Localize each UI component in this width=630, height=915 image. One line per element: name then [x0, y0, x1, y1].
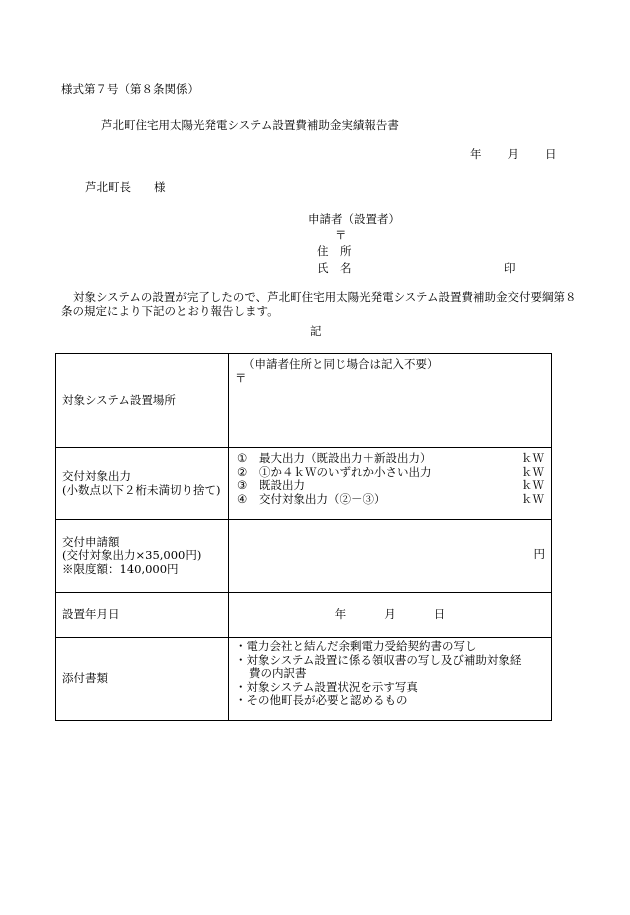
amount-label — [56, 520, 229, 593]
output-label-line1: 交付対象出力 — [62, 469, 131, 483]
ki-mark: 記 — [310, 324, 322, 338]
install-date-field[interactable] — [229, 593, 552, 638]
output-item-text: 既設出力 — [259, 478, 305, 492]
output-item-num: ① — [237, 451, 248, 465]
seal-mark: 印 — [504, 261, 516, 275]
body-paragraph: 対象システムの設置が完了したので、芦北町住宅用太陽光発電システム設置費補助金交付要綱第８条の規定により下記のとおり報告します。 — [61, 290, 577, 318]
amount-label-line3: ※限度額：140,000円 — [62, 561, 179, 576]
output-label — [56, 448, 229, 520]
output-item — [229, 452, 551, 466]
output-item — [229, 479, 551, 493]
row-output — [56, 448, 552, 520]
attachment-item: ・その他町長が必要と認めるもの — [235, 693, 408, 707]
date-day: 日 — [545, 147, 557, 161]
output-item-num: ② — [237, 464, 248, 479]
output-item-unit: ｋＷ — [521, 491, 544, 506]
form-number: 様式第７号（第８条関係） — [61, 82, 199, 96]
amount-unit: 円 — [533, 547, 545, 561]
attachment-item: ・対象システム設置に係る領収書の写し及び補助対象経 — [235, 652, 522, 667]
attachment-item: ・電力会社と結んだ余剰電力受給契約書の写し — [235, 639, 477, 653]
output-item-unit: ｋＷ — [521, 478, 544, 492]
output-item-unit: ｋＷ — [521, 464, 544, 479]
row-install-date — [56, 593, 552, 638]
row-location — [56, 354, 552, 448]
amount-label-line2: (交付対象出力×35,000円) — [62, 548, 202, 563]
body-text — [61, 290, 581, 318]
output-item-text: 最大出力（既設出力＋新設出力） — [259, 451, 432, 465]
applicant-label: 申請者（設置者） — [308, 212, 400, 226]
output-item-unit: ｋＷ — [521, 451, 544, 465]
install-date-label: 設置年月日 — [56, 593, 229, 638]
location-label: 対象システム設置場所 — [56, 354, 229, 448]
install-year: 年 — [334, 607, 347, 622]
location-note: （申請者住所と同じ場合は記入不要） — [243, 357, 439, 371]
output-item-text: ①か４ｋＷのいずれか小さい出力 — [259, 464, 432, 479]
document-title: 芦北町住宅用太陽光発電システム設置費補助金実績報告書 — [101, 118, 399, 132]
output-item — [229, 466, 551, 480]
row-attachments — [56, 638, 552, 721]
addressee: 芦北町長 様 — [85, 180, 166, 194]
applicant-name-label: 氏 名 — [317, 261, 352, 275]
output-item-num: ④ — [237, 491, 248, 506]
install-month: 月 — [384, 607, 396, 622]
date-month: 月 — [507, 147, 519, 161]
attachment-item-continued: 費の内訳書 — [249, 666, 307, 680]
date-year: 年 — [470, 147, 482, 161]
output-item — [229, 493, 551, 507]
attachment-item: ・対象システム設置状況を示す写真 — [235, 679, 418, 694]
attachments-field — [229, 638, 552, 721]
amount-field[interactable] — [229, 520, 552, 593]
location-field[interactable] — [229, 354, 552, 448]
amount-label-line1: 交付申請額 — [62, 534, 120, 549]
output-item-text: 交付対象出力（②－③） — [259, 491, 386, 506]
applicant-postal: 〒 — [335, 228, 347, 242]
attachments-label: 添付書類 — [56, 638, 229, 721]
applicant-address-label: 住 所 — [317, 244, 352, 258]
row-amount — [56, 520, 552, 593]
output-field[interactable] — [229, 448, 552, 520]
output-item-num: ③ — [237, 478, 248, 492]
output-list — [229, 448, 551, 506]
output-label-line2: (小数点以下２桁未満切り捨て) — [62, 483, 221, 497]
attachments-list — [229, 638, 551, 708]
report-table — [55, 353, 552, 721]
install-day: 日 — [433, 607, 446, 622]
location-postal: 〒 — [235, 370, 247, 385]
report-date — [470, 147, 557, 161]
